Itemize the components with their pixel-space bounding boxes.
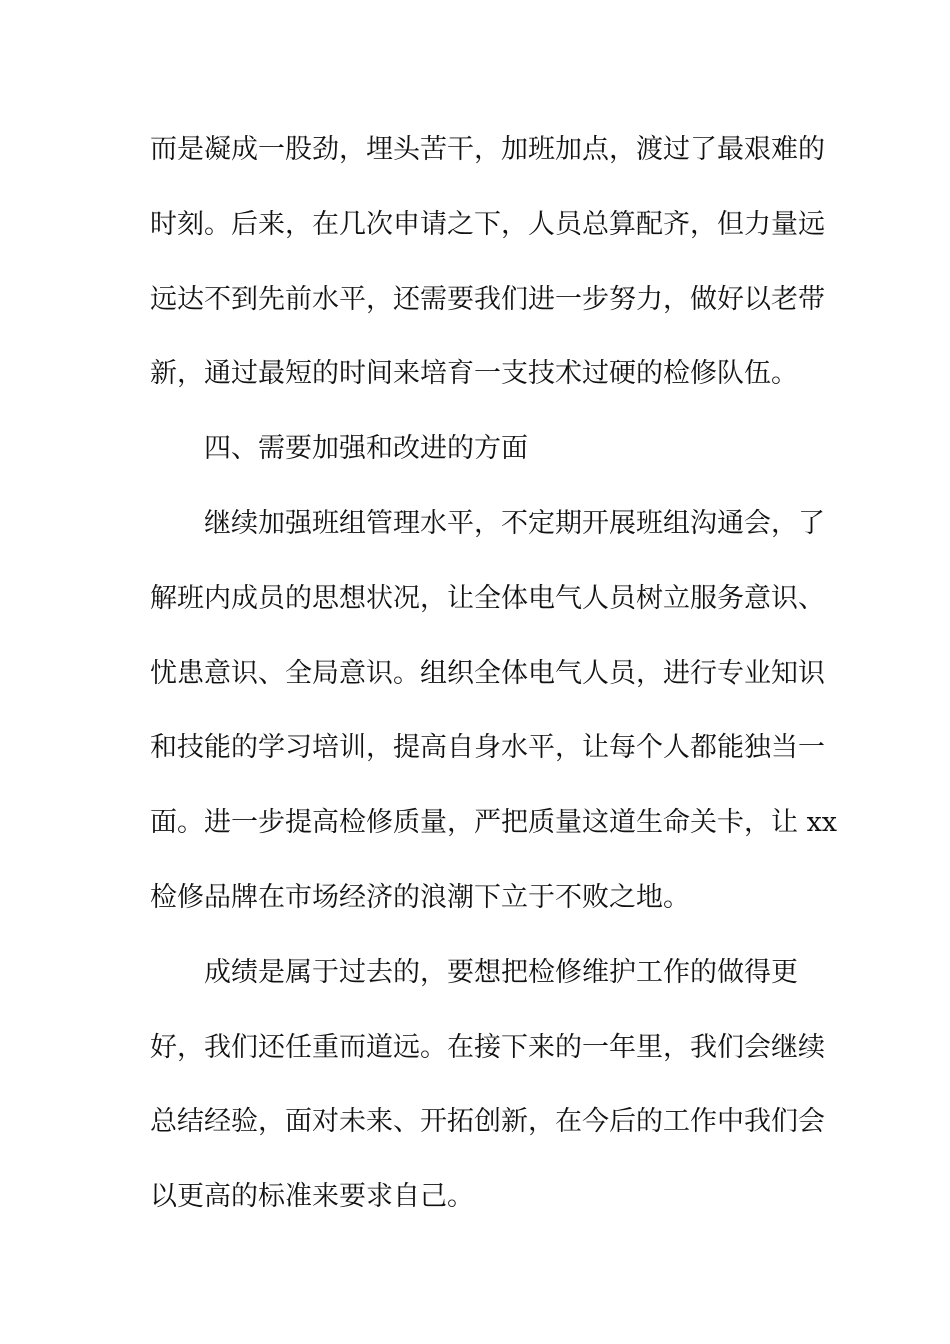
text-line-7: 解班内成员的思想状况，让全体电气人员树立服务意识、 — [150, 582, 825, 614]
text-line-14: 总结经验，面对未来、开拓创新，在今后的工作中我们会 — [150, 1106, 825, 1138]
text-line-12: 成绩是属于过去的，要想把检修维护工作的做得更 — [204, 956, 798, 988]
document-body — [150, 113, 838, 1235]
text-line-2: 时刻。后来，在几次申请之下，人员总算配齐，但力量远 — [150, 208, 825, 240]
text-line-4: 新，通过最短的时间来培育一支技术过硬的检修队伍。 — [150, 358, 798, 390]
text-line-8: 忧患意识、全局意识。组织全体电气人员，进行专业知识 — [150, 657, 825, 689]
text-line-15: 以更高的标准来要求自己。 — [150, 1181, 474, 1213]
text-line-3: 远达不到先前水平，还需要我们进一步努力，做好以老带 — [150, 283, 825, 315]
text-line-13: 好，我们还任重而道远。在接下来的一年里，我们会继续 — [150, 1031, 825, 1063]
text-line-1: 而是凝成一股劲，埋头苦干，加班加点，渡过了最艰难的 — [150, 134, 825, 165]
text-line-10: 面。进一步提高检修质量，严把质量这道生命关卡，让 xx — [150, 807, 838, 839]
text-line-9: 和技能的学习培训，提高自身水平，让每个人都能独当一 — [150, 732, 825, 764]
section-heading: 四、需要加强和改进的方面 — [204, 433, 528, 465]
text-line-11: 检修品牌在市场经济的浪潮下立于不败之地。 — [150, 881, 690, 913]
text-line-6: 继续加强班组管理水平，不定期开展班组沟通会，了 — [204, 507, 825, 539]
